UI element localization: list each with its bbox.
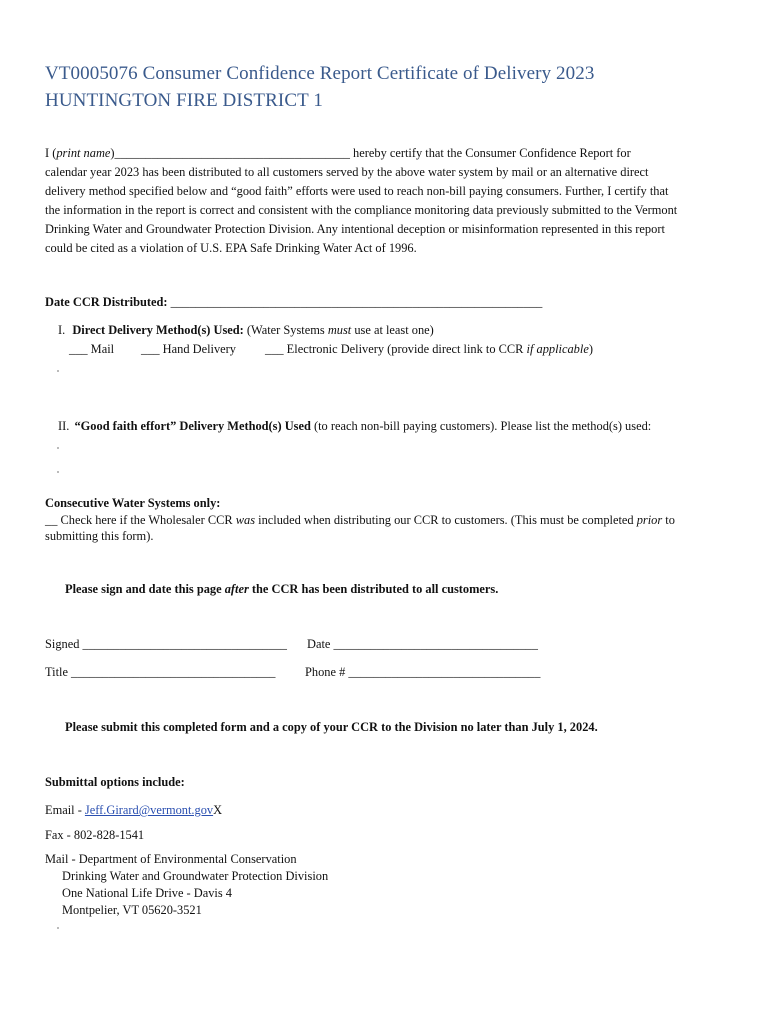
certification-line: delivery method specified below and “good faith” efforts were used to reach non-bill paying consumers. Further, I certify that [45, 184, 669, 198]
system-name: HUNTINGTON FIRE DISTRICT 1 [45, 90, 323, 111]
title-field[interactable]: Title _________________________________ [45, 665, 276, 679]
mail-address-line: Montpelier, VT 05620-3521 [62, 903, 202, 917]
date-distributed-row [45, 293, 542, 312]
certification-line-1: I (print name)______________________________________ hereby certify that the Consumer Confidence Report for [45, 146, 631, 160]
certification-line: Drinking Water and Groundwater Protection Division. Any intentional deception or misinformation represented in this report [45, 222, 665, 236]
date-distributed-label: Date CCR Distributed: [45, 295, 168, 309]
email-row: Email - Jeff.Girard@vermont.govX [45, 803, 223, 817]
submittal-heading: Submittal options include: [45, 775, 185, 789]
mail-address-label: Mail - Department of Environmental Conservation [45, 852, 297, 866]
signed-field[interactable]: Signed _________________________________ [45, 637, 287, 651]
good-faith-heading: “Good faith effort” Delivery Method(s) Used [74, 419, 311, 433]
field-marker [57, 447, 59, 449]
mail-address-line: One National Life Drive - Davis 4 [62, 886, 232, 900]
consecutive-heading: Consecutive Water Systems only: [45, 496, 221, 510]
field-marker [57, 927, 59, 929]
hand-delivery-option[interactable]: ___ Hand Delivery [141, 342, 236, 356]
date-field[interactable]: Date _________________________________ [307, 637, 538, 651]
print-name-blank[interactable]: )______________________________________ hereby certify that the Consumer Confidence Report for [110, 146, 631, 160]
sign-notice: Please sign and date this page after the CCR has been distributed to all customers. [65, 582, 499, 596]
page-title: VT0005076 Consumer Confidence Report Certificate of Delivery 2023 [45, 63, 595, 84]
print-name-label: print name [56, 146, 111, 160]
electronic-delivery-option[interactable]: ___ Electronic Delivery (provide direct link to CCR if applicable) [265, 342, 593, 356]
mail-option[interactable]: ___ Mail [69, 342, 115, 356]
wholesaler-line-2: submitting this form). [45, 529, 154, 543]
certification-line: could be cited as a violation of U.S. EPA Safe Drinking Water Act of 1996. [45, 241, 417, 255]
mail-address-line: Drinking Water and Groundwater Protection Division [62, 869, 329, 883]
submit-notice: Please submit this completed form and a copy of your CCR to the Division no later than July 1, 2024. [65, 720, 598, 734]
phone-field[interactable]: Phone # _______________________________ [305, 665, 541, 679]
certification-line: the information in the report is correct and consistent with the compliance monitoring data previously submitted to the Vermont [45, 203, 678, 217]
good-faith-heading-row: II. “Good faith effort” Delivery Method(s) Used (to reach non-bill paying customers). Please list the method(s) used: [58, 419, 652, 433]
field-marker [57, 471, 59, 473]
email-link[interactable]: Jeff.Girard@vermont.gov [84, 803, 214, 817]
certification-paragraph [45, 144, 729, 258]
date-distributed-field[interactable]: ____________________________________________________________ [167, 295, 543, 309]
direct-delivery-heading: Direct Delivery Method(s) Used: [72, 323, 244, 337]
field-marker [57, 370, 59, 372]
certification-line: calendar year 2023 has been distributed to all customers served by the above water system by mail or an alternative direct [45, 165, 649, 179]
direct-delivery-heading-row: I. Direct Delivery Method(s) Used: (Water Systems must use at least one) [58, 323, 434, 337]
fax-row: Fax - 802-828-1541 [45, 828, 145, 842]
wholesaler-checkbox-line[interactable]: __ Check here if the Wholesaler CCR was included when distributing our CCR to customers. (This must be completed prior to [45, 513, 675, 527]
